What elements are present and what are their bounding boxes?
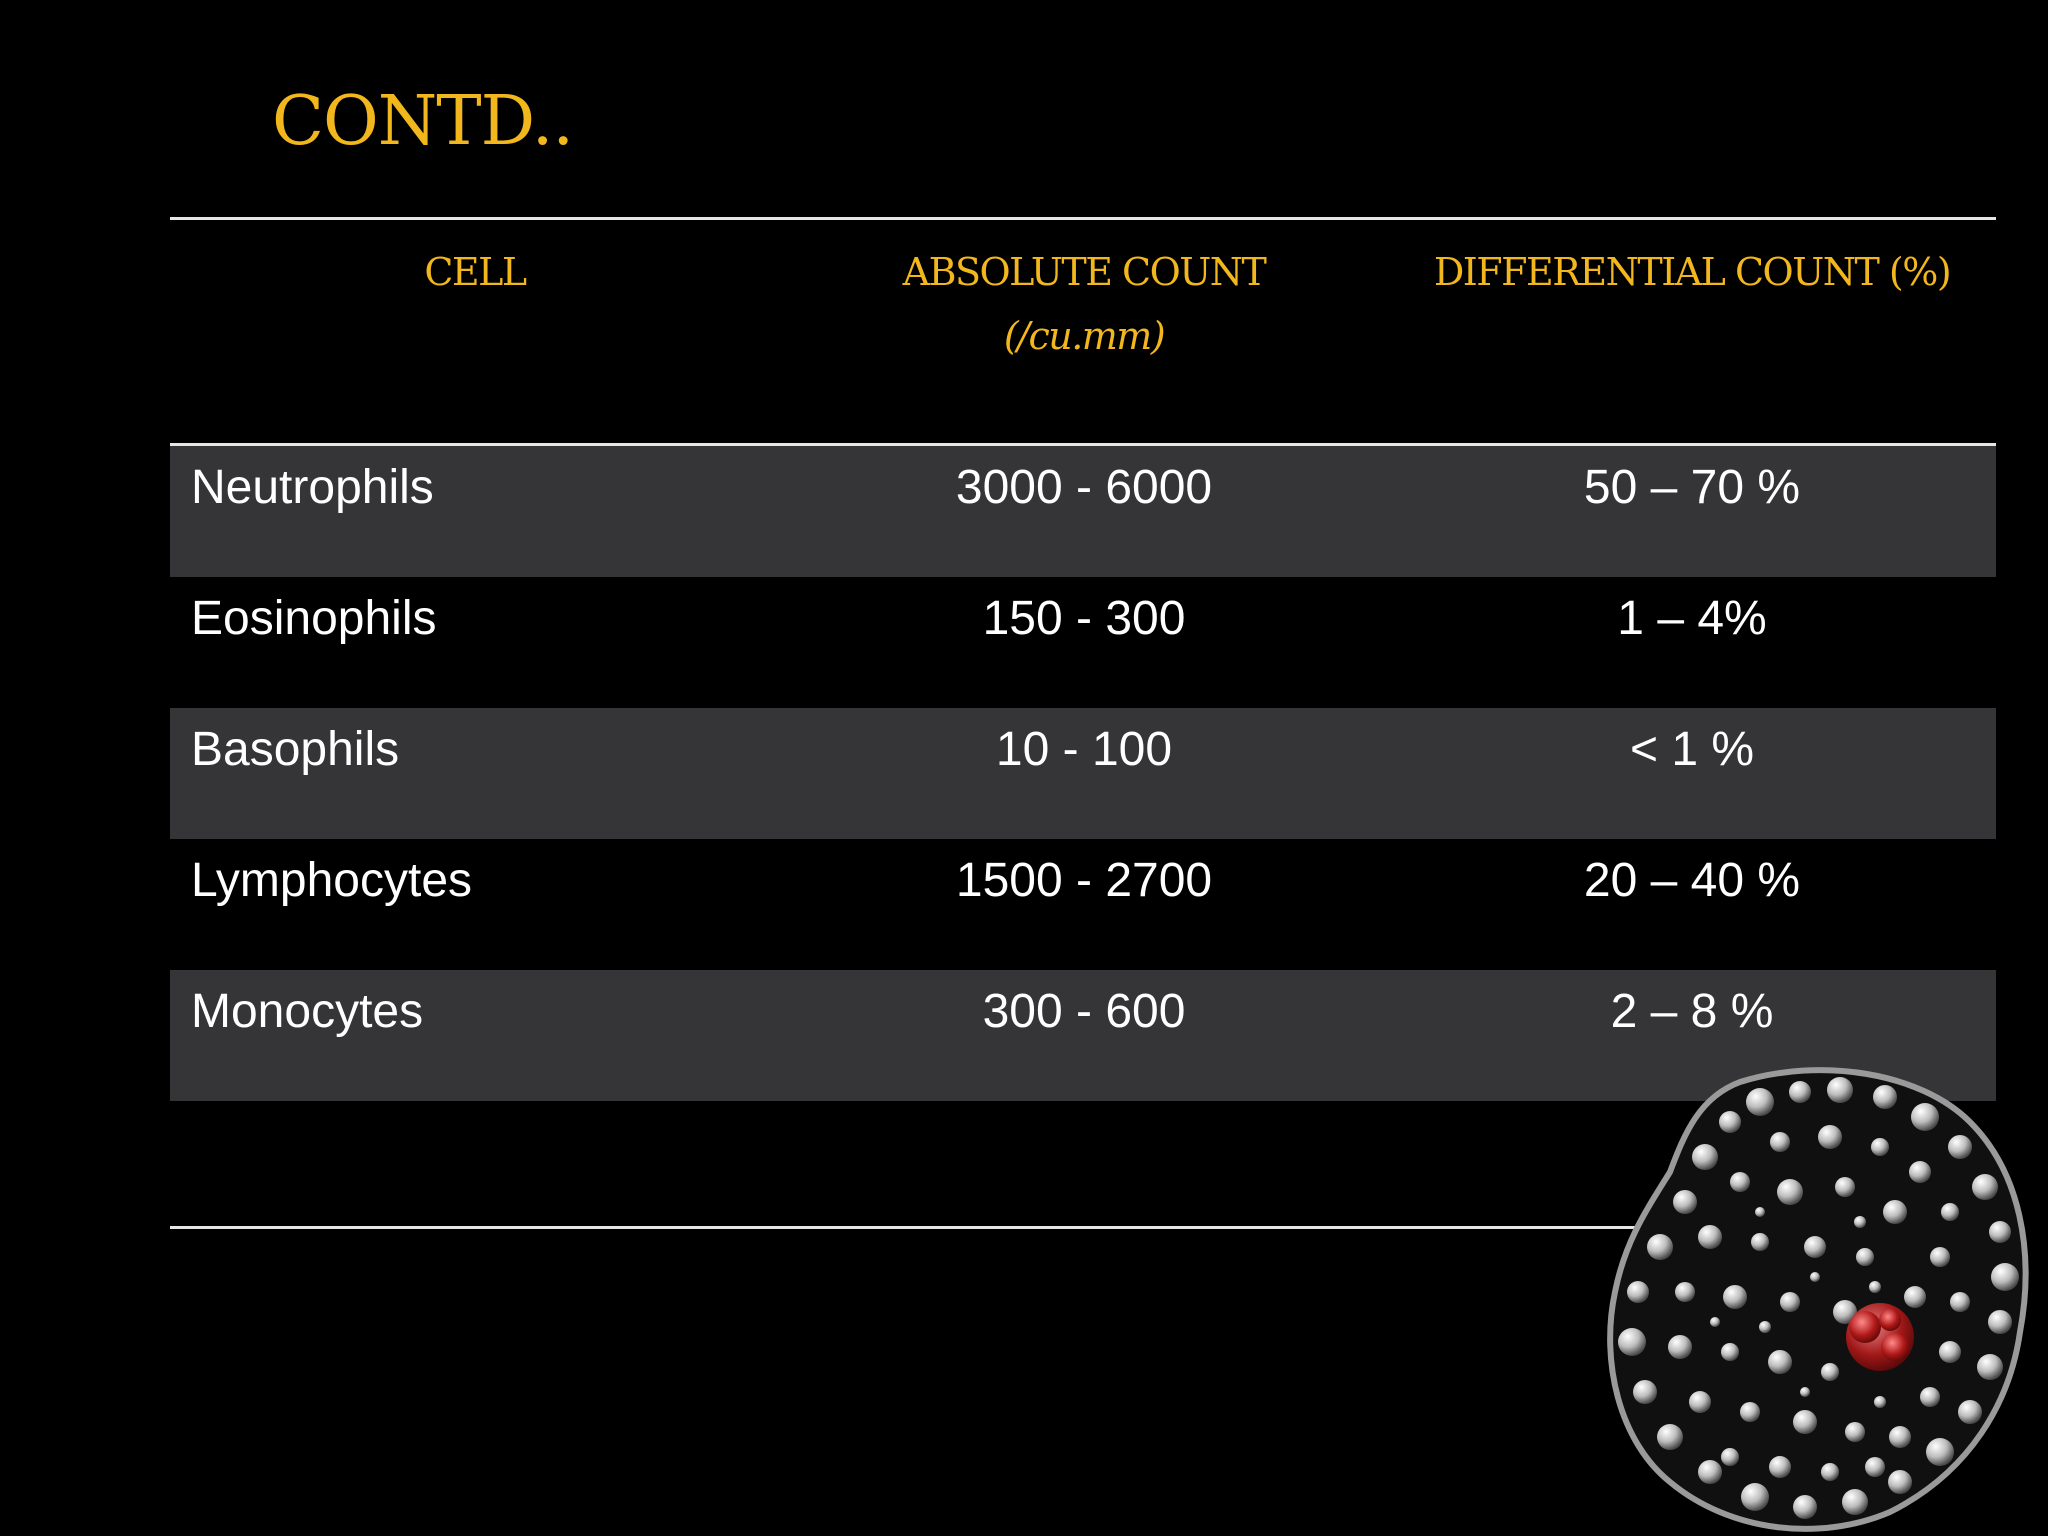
header-cell: CELL — [424, 250, 526, 294]
cell-differential-count: 1 – 4% — [1617, 592, 1767, 645]
red-granule-cluster — [1846, 1303, 1914, 1371]
cell-absolute-count: 300 - 600 — [982, 985, 1186, 1038]
cell-name: Lymphocytes — [191, 854, 473, 907]
cell-differential-count: < 1 % — [1629, 723, 1755, 776]
header-absolute-count-label: ABSOLUTE COUNT — [902, 250, 1266, 294]
table-body — [170, 446, 1996, 1101]
table-row — [170, 839, 1996, 970]
cell-name: Monocytes — [191, 985, 424, 1038]
cell-absolute-count: 1500 - 2700 — [955, 854, 1213, 907]
cell-absolute-count: 150 - 300 — [982, 592, 1186, 645]
cell-absolute-count: 3000 - 6000 — [955, 461, 1213, 514]
header-absolute-count — [780, 240, 1388, 368]
cell-differential-count: 20 – 40 % — [1583, 854, 1801, 907]
white-blood-cell-image — [1590, 1062, 2040, 1532]
cell-differential-count: 50 – 70 % — [1583, 461, 1801, 514]
cell-differential-count: 2 – 8 % — [1610, 985, 1774, 1038]
cell-name: Basophils — [191, 723, 400, 776]
table-top-rule — [170, 217, 1996, 220]
cell-name: Neutrophils — [191, 461, 434, 514]
header-absolute-count-unit: (/cu.mm) — [1003, 314, 1165, 358]
table-row — [170, 708, 1996, 839]
cell-absolute-count: 10 - 100 — [995, 723, 1173, 776]
cell-name: Eosinophils — [191, 592, 437, 645]
slide-title: CONTD.. — [272, 82, 573, 161]
table-row — [170, 446, 1996, 577]
header-differential-count: DIFFERENTIAL COUNT (%) — [1433, 250, 1951, 294]
table-row — [170, 577, 1996, 708]
